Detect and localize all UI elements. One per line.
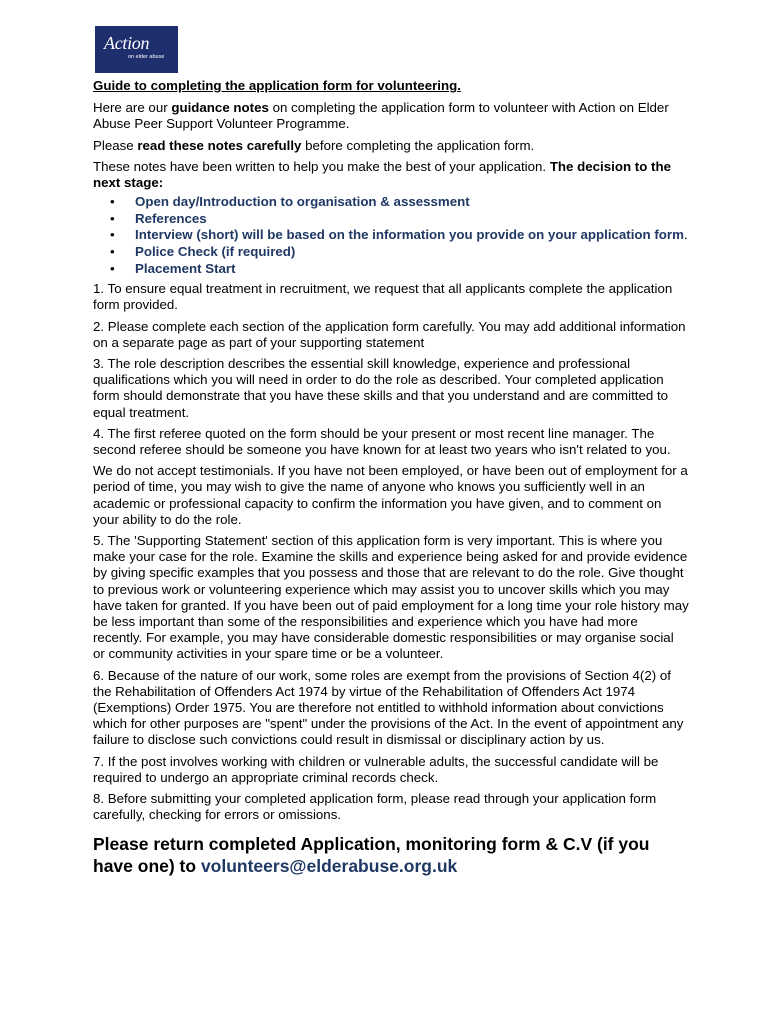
intro-paragraph-1: Here are our guidance notes on completing the application form to volunteer with Action on Elder Abuse Peer Support Volunteer Programme. — [93, 100, 669, 132]
action-on-elder-abuse-logo — [95, 26, 178, 73]
note-paragraph: 3. The role description describes the essential skill knowledge, experience and professional qualifications which you will need in order to do the role as described. Your completed application form should demonstrate that you have these skills and that you understand and are committed to equal treatment. — [93, 356, 669, 420]
note-paragraph: We do not accept testimonials. If you have not been employed, or have been out of employment for a period of time, you may wish to give the name of anyone who knows you sufficiently well in an academic or professional capacity to confirm the information you have given, and to comment on your ability to do the role. — [93, 463, 688, 527]
note-paragraph: 1. To ensure equal treatment in recruitment, we request that all applicants complete the application form provided. — [93, 281, 673, 313]
intro-paragraph-3: These notes have been written to help you make the best of your application. The decision to the next stage: — [93, 158, 671, 191]
note-paragraph: 7. If the post involves working with children or vulnerable adults, the successful candidate will be required to undergo an appropriate criminal records check. — [93, 753, 659, 785]
stage-item: • References — [135, 211, 689, 228]
guidance-document — [93, 78, 689, 882]
closing-instruction: Please return completed Application, monitoring form & C.V (if you have one) to volunteers@elderabuse.org.uk — [93, 834, 650, 877]
logo-tagline: on elder abuse — [128, 54, 165, 60]
stage-item: • Police Check (if required) — [135, 244, 689, 261]
stages-list — [93, 194, 689, 277]
note-paragraph: 8. Before submitting your completed application form, please read through your application form carefully, checking for errors or omissions. — [93, 791, 657, 823]
stage-item: • Placement Start — [135, 261, 689, 278]
intro-paragraph-2: Please read these notes carefully before completing the application form. — [93, 137, 535, 153]
volunteer-email-link[interactable]: volunteers@elderabuse.org.uk — [200, 856, 458, 877]
note-paragraph: 4. The first referee quoted on the form should be your present or most recent line manager. The second referee should be someone you have known for at least two years who isn't related to you. — [93, 425, 671, 458]
stage-item: • Interview (short) will be based on the information you provide on your application form. — [135, 227, 689, 244]
logo-word: Action — [104, 33, 150, 53]
page-title: Guide to completing the application form for volunteering. — [93, 78, 461, 93]
stage-item: • Open day/Introduction to organisation & assessment — [135, 194, 689, 211]
note-paragraph: 5. The 'Supporting Statement' section of this application form is very important. This is where you make your case for the role. Examine the skills and experience being asked for and provide evidence by giving specific examples that you possess and those that are relevant to do the role. Give thought to previous work or volunteering experience which may assist you to uncover skills which you may have taken for granted. If you have been out of paid employment for a long time your role history may be less important than some of the responsibilities and experience which you have had more recently. For example, you may have considerable domestic responsibilities or may organise social or community activities in your spare time or be a volunteer. — [93, 533, 689, 662]
note-paragraph: 6. Because of the nature of our work, some roles are exempt from the provisions of Section 4(2) of the Rehabilitation of Offenders Act 1974 by virtue of the Rehabilitation of Offenders Act 1974 (Exemptions) Order 1975. You are therefore not entitled to withhold information about convictions which for other purposes are "spent" under the provisions of the Act. In the event of appointment any failure to disclose such convictions could result in dismissal or disciplinary action by us. — [93, 667, 684, 748]
note-paragraph: 2. Please complete each section of the application form carefully. You may add additional information on a separate page as part of your supporting statement — [93, 318, 686, 350]
